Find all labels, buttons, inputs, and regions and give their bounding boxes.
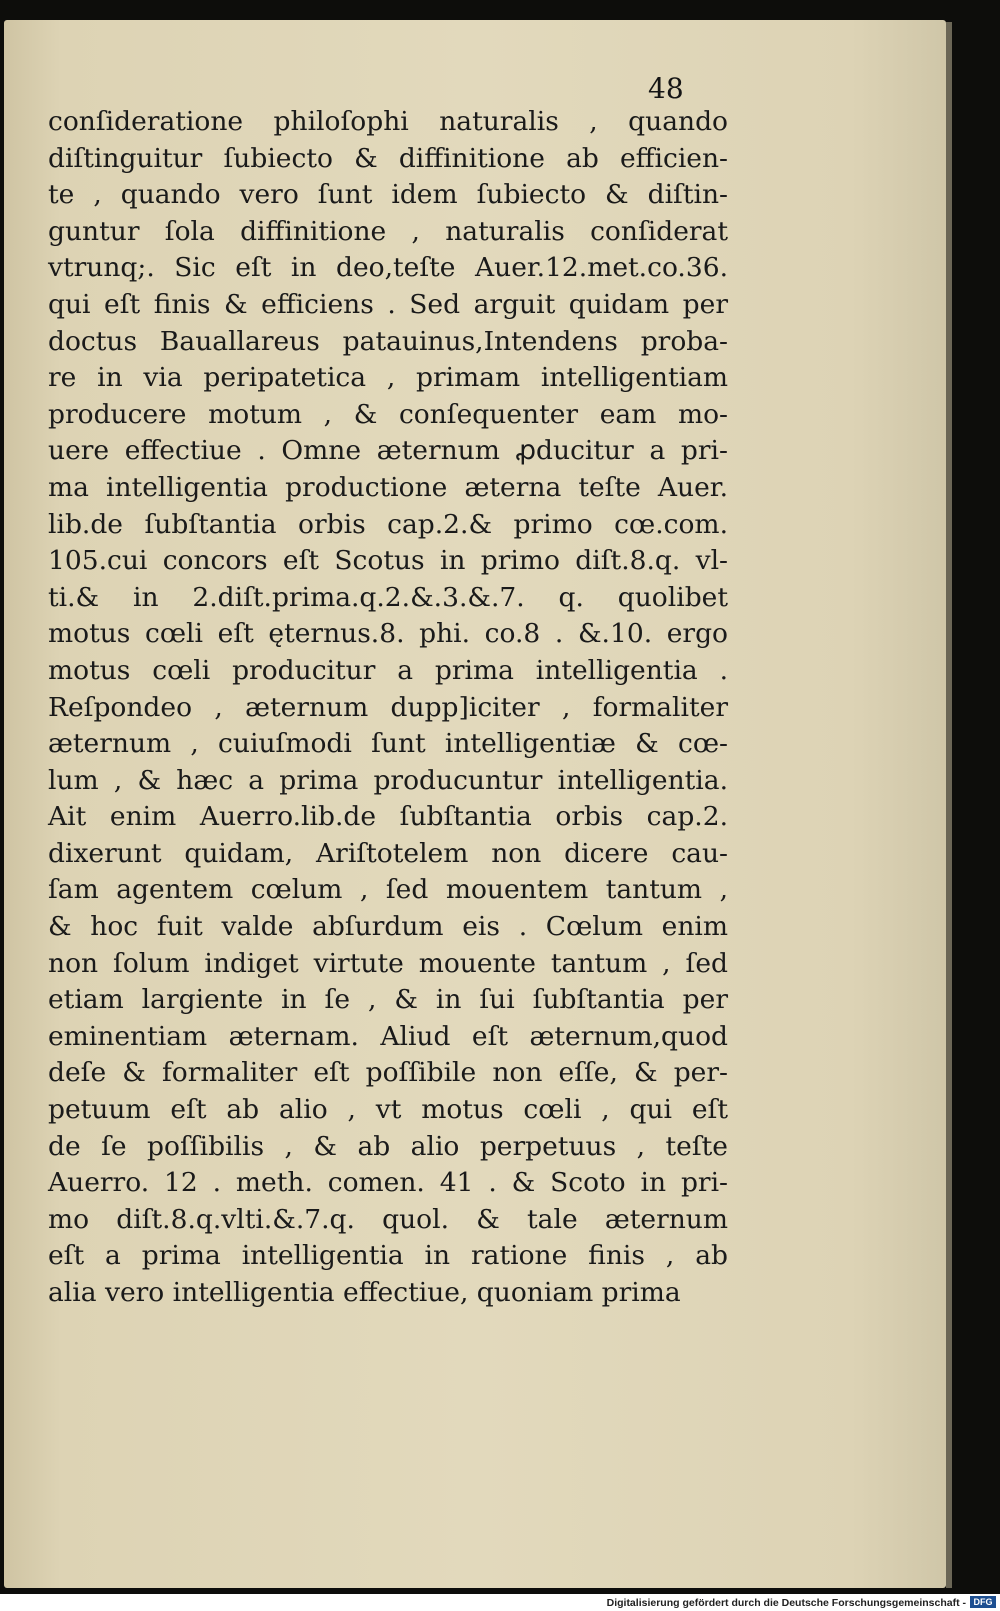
text-line: alia vero intelligentia effectiue, quoniam prima	[48, 1277, 681, 1308]
text-line: eſt a prima intelligentia in ratione finis , ab	[48, 1240, 728, 1272]
text-line: qui eſt finis & efficiens . Sed arguit quidam per	[48, 288, 728, 320]
text-line: Reſpondeo , æternum dupp]iciter , formaliter	[48, 691, 728, 723]
text-line: eminentiam æternam. Aliud eſt æternum,quod	[48, 1020, 728, 1052]
text-line: mo diſt.8.q.vlti.&.7.q. quol. & tale æternum	[48, 1203, 728, 1235]
body-text	[48, 104, 728, 1312]
text-line: producere motum , & conſequenter eam mo-	[48, 398, 728, 430]
text-line: ti.& in 2.diſt.prima.q.2.&.3.&.7. q. quolibet	[48, 581, 728, 613]
text-line: te , quando vero ſunt idem ſubiecto & diſtin-	[48, 179, 728, 211]
text-line: vtrunq;. Sic eſt in deo,teſte Auer.12.met.co.36.	[48, 252, 728, 284]
text-line: uere effectiue . Omne æternum ꝓducitur a pri-	[48, 435, 728, 467]
text-line: diſtinguitur ſubiecto & diffinitione ab efficien-	[48, 142, 728, 174]
text-line: lib.de ſubſtantia orbis cap.2.& primo cœ.com.	[48, 508, 728, 540]
page-edge	[946, 22, 952, 1588]
text-line: lum , & hæc a prima producuntur intelligentia.	[48, 764, 728, 796]
text-line: & hoc fuit valde abſurdum eis . Cœlum enim	[48, 911, 728, 943]
text-line: guntur ſola diffinitione , naturalis conſiderat	[48, 215, 728, 247]
text-line: deſe & formaliter eſt poſſibile non eſſe, & per-	[48, 1057, 728, 1089]
dfg-logo: DFG	[970, 1596, 996, 1608]
text-line: ſam agentem cœlum , ſed mouentem tantum ,	[48, 874, 728, 906]
text-line: etiam largiente in ſe , & in ſui ſubſtantia per	[48, 984, 728, 1016]
text-line: Ait enim Auerro.lib.de ſubſtantia orbis cap.2.	[48, 801, 728, 833]
text-line: doctus Bauallareus patauinus,Intendens proba-	[48, 325, 728, 357]
text-line: non ſolum indiget virtute mouente tantum , ſed	[48, 947, 728, 979]
text-line: petuum eſt ab alio , vt motus cœli , qui eſt	[48, 1094, 728, 1126]
text-line: 105.cui concors eſt Scotus in primo diſt.8.q. vl-	[48, 545, 728, 577]
page-number: 48	[648, 72, 684, 105]
text-line: motus cœli producitur a prima intelligentia .	[48, 654, 728, 686]
text-line: dixerunt quidam, Ariſtotelem non dicere cau-	[48, 837, 728, 869]
text-line: motus cœli eſt ęternus.8. phi. co.8 . &.10. ergo	[48, 618, 728, 650]
footer-credit: Digitalisierung gefördert durch die Deutsche Forschungsgemeinschaft -	[606, 1597, 966, 1609]
text-line: æternum , cuiuſmodi ſunt intelligentiæ & cœ-	[48, 728, 728, 760]
text-line: ma intelligentia productione æterna teſte Auer.	[48, 471, 728, 503]
text-line: conſideratione philoſophi naturalis , quando	[48, 106, 728, 137]
text-line: Auerro. 12 . meth. comen. 41 . & Scoto in pri-	[48, 1167, 728, 1199]
text-line: re in via peripatetica , primam intelligentiam	[48, 362, 728, 394]
text-line: de ſe poſſibilis , & ab alio perpetuus , teſte	[48, 1130, 728, 1162]
